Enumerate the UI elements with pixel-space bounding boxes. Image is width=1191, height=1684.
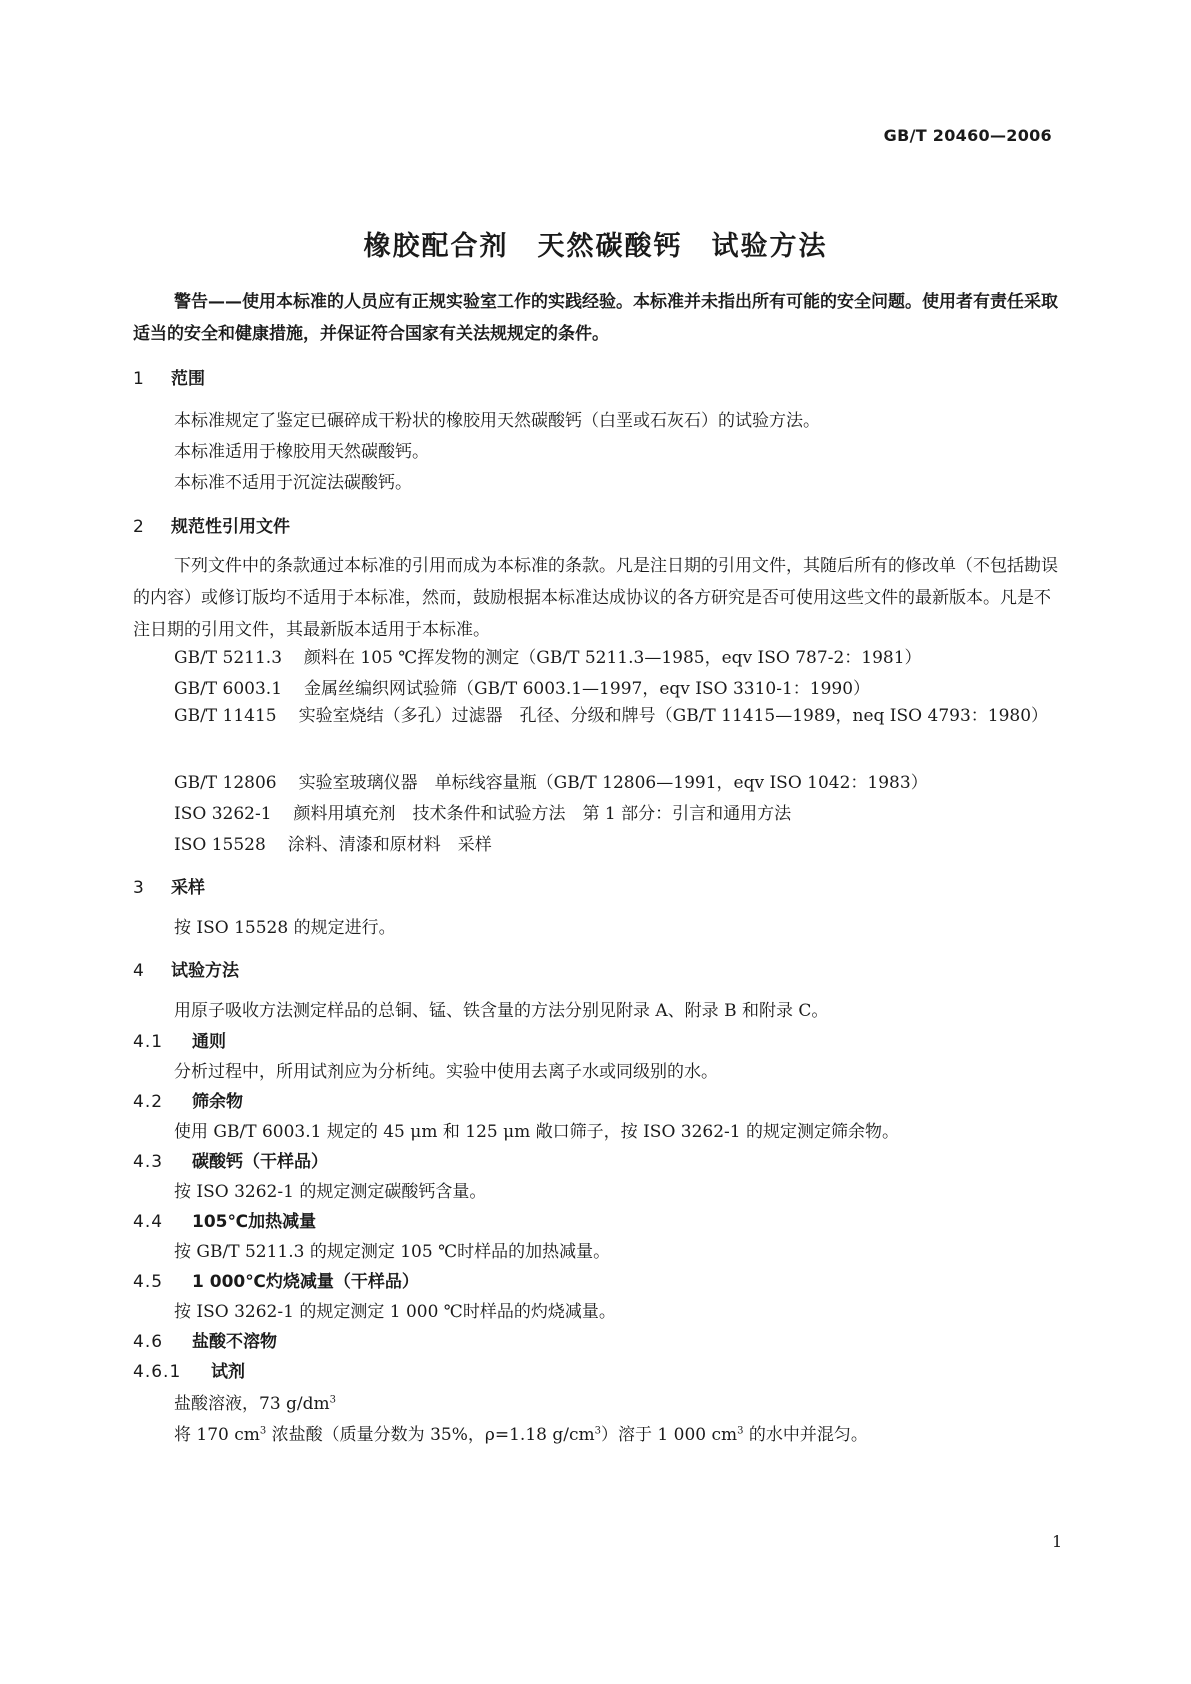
reference-code: ISO 15528 [174,835,266,855]
reference-title: 颜料在 105 ℃挥发物的测定（GB/T 5211.3—1985，eqv ISO 787-2：1981） [304,648,922,668]
reference-code: ISO 3262-1 [174,804,272,824]
superscript: 3 [594,1425,601,1437]
subsection-title: 1 000℃灼烧减量（干样品） [192,1272,419,1292]
subsection-4-6-heading [133,1327,277,1352]
scope-paragraph-3: 本标准不适用于沉淀法碳酸钙。 [174,473,412,493]
section-1-heading [133,364,205,389]
reference-title: 金属丝编织网试验筛（GB/T 6003.1—1997，eqv ISO 3310-1：1990） [304,679,871,699]
section-3-heading [133,873,205,898]
subsection-text: 使用 GB/T 6003.1 规定的 45 μm 和 125 μm 敞口筛子，按 ISO 3262-1 的规定测定筛余物。 [174,1122,900,1142]
text-fragment: 将 170 cm [174,1425,260,1445]
section-number: 1 [133,369,144,389]
reference-item [174,768,928,793]
subsection-number: 4.1 [133,1032,164,1052]
test-methods-intro: 用原子吸收方法测定样品的总铜、锰、铁含量的方法分别见附录 A、附录 B 和附录 C。 [174,1001,829,1021]
reference-code: GB/T 11415 [174,706,277,726]
reference-title: 颜料用填充剂 技术条件和试验方法 第 1 部分：引言和通用方法 [293,804,792,824]
reference-item [174,799,791,824]
reference-item [174,643,922,668]
superscript: 3 [259,1425,267,1437]
subsection-number: 4.3 [133,1152,164,1172]
subsection-number: 4.6 [133,1332,164,1352]
reference-code: GB/T 5211.3 [174,648,283,668]
reagent-line [174,1389,336,1414]
subsection-4-1-heading [133,1027,226,1052]
text-fragment: ）溶于 1 000 cm [601,1425,738,1445]
subsection-title: 通则 [192,1032,226,1052]
standard-code-header: GB/T 20460—2006 [883,126,1052,145]
scope-paragraph-1: 本标准规定了鉴定已碾碎成干粉状的橡胶用天然碳酸钙（白垩或石灰石）的试验方法。 [174,411,820,431]
scope-paragraph-2: 本标准适用于橡胶用天然碳酸钙。 [174,442,429,462]
section-number: 3 [133,878,144,898]
subsection-4-2-heading [133,1087,243,1112]
warning-paragraph: 警告——使用本标准的人员应有正规实验室工作的实践经验。本标准并未指出所有可能的安全问题。使用者有责任采取适当的安全和健康措施，并保证符合国家有关法规规定的条件。 [133,292,1058,344]
subsection-title: 盐酸不溶物 [192,1332,277,1352]
superscript: 3 [329,1394,337,1406]
section-4-heading [133,956,239,981]
subsection-text: 按 ISO 3262-1 的规定测定 1 000 ℃时样品的灼烧减量。 [174,1302,616,1322]
references-intro-paragraph: 下列文件中的条款通过本标准的引用而成为本标准的条款。凡是注日期的引用文件，其随后所有的修改单（不包括勘误的内容）或修订版均不适用于本标准，然而，鼓励根据本标准达成协议的各方研究是否可使用这些文件的最新版本。凡是不注日期的引用文件，其最新版本适用于本标准。 [133,556,1058,640]
section-title: 试验方法 [171,961,239,981]
document-title: 橡胶配合剂 天然碳酸钙 试验方法 [363,231,828,262]
subsection-4-5-heading [133,1267,419,1292]
subsection-title: 105℃加热减量 [192,1212,317,1232]
text-fragment: 的水中并混匀。 [743,1425,868,1445]
subsection-4-4-heading [133,1207,316,1232]
subsection-title: 筛余物 [192,1092,243,1112]
subsection-text: 按 ISO 3262-1 的规定测定碳酸钙含量。 [174,1182,487,1202]
reagent-name: 盐酸溶液，73 g/dm [174,1394,330,1414]
subsection-number: 4.4 [133,1212,164,1232]
subsection-4-3-heading [133,1147,328,1172]
reference-title: 实验室玻璃仪器 单标线容量瓶（GB/T 12806—1991，eqv ISO 1042：1983） [298,773,928,793]
subsection-number: 4.5 [133,1272,164,1292]
page-number: 1 [1052,1532,1063,1551]
subsection-title: 碳酸钙（干样品） [192,1152,328,1172]
subsection-text: 按 GB/T 5211.3 的规定测定 105 ℃时样品的加热减量。 [174,1242,611,1262]
section-title: 采样 [171,878,205,898]
sampling-paragraph: 按 ISO 15528 的规定进行。 [174,918,396,938]
subsection-number: 4.2 [133,1092,164,1112]
section-title: 范围 [171,369,205,389]
reference-item [174,674,870,699]
reagent-preparation-line [174,1420,868,1445]
reference-code: GB/T 12806 [174,773,277,793]
subsection-number: 4.6.1 [133,1362,182,1382]
text-fragment: 浓盐酸（质量分数为 35%，ρ=1.18 g/cm [266,1425,595,1445]
subsection-text: 分析过程中，所用试剂应为分析纯。实验中使用去离子水或同级别的水。 [174,1062,718,1082]
reference-code: GB/T 6003.1 [174,679,283,699]
section-title: 规范性引用文件 [171,517,290,537]
superscript: 3 [737,1425,744,1437]
reference-title: 涂料、清漆和原材料 采样 [287,835,492,855]
reference-title: 实验室烧结（多孔）过滤器 孔径、分级和牌号（GB/T 11415—1989，neq ISO 4793：1980） [298,706,1049,726]
reference-item [133,700,1061,732]
subsection-4-6-1-heading [133,1357,245,1382]
reference-item [174,830,492,855]
subsection-title: 试剂 [211,1362,245,1382]
section-2-heading [133,512,290,537]
section-number: 4 [133,961,144,981]
section-number: 2 [133,517,144,537]
